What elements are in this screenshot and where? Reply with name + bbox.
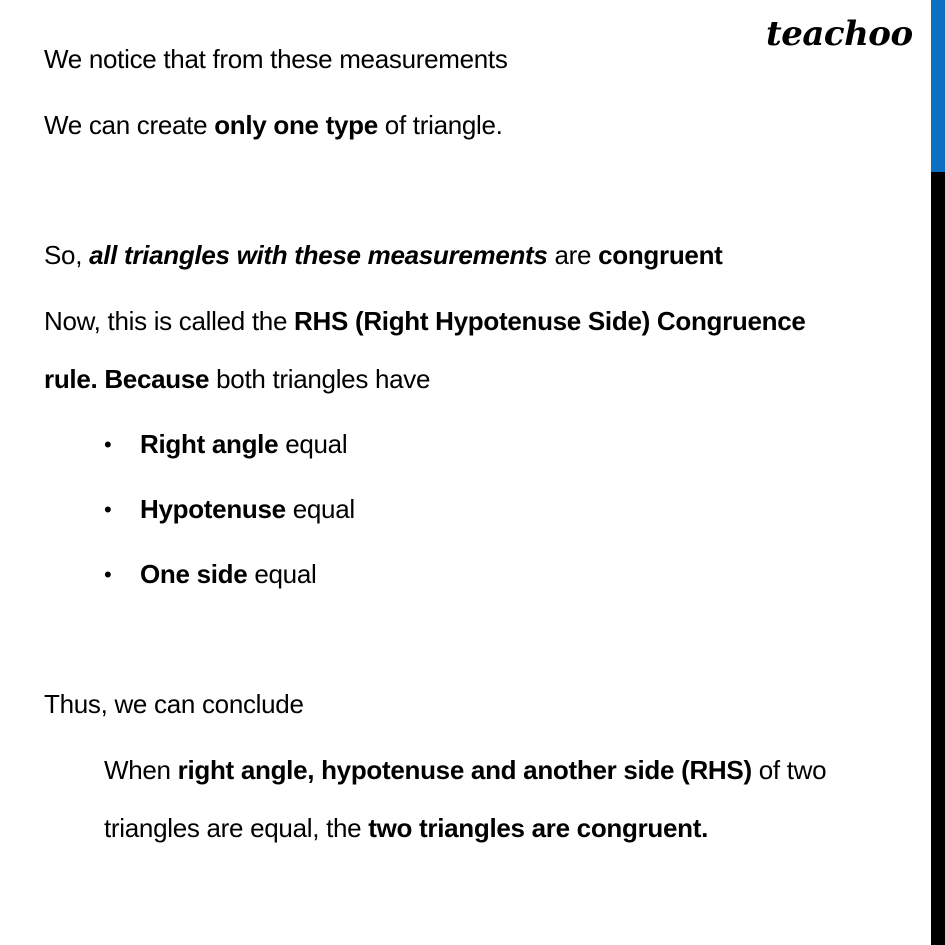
teachoo-logo: teachoo bbox=[766, 14, 913, 54]
text-line bbox=[44, 44, 508, 74]
text: are bbox=[547, 240, 599, 270]
text: When bbox=[104, 755, 178, 785]
text: Now, this is called the bbox=[44, 306, 295, 336]
text-line bbox=[44, 110, 503, 140]
scrollbar-track[interactable] bbox=[931, 172, 945, 945]
bold-text: One side bbox=[140, 559, 248, 589]
text-line bbox=[44, 364, 430, 394]
text: equal bbox=[285, 494, 355, 524]
text-line bbox=[44, 240, 723, 270]
bullet-icon: • bbox=[104, 497, 112, 522]
text-line bbox=[104, 813, 708, 843]
bold-italic-text: all triangles with these measurements bbox=[89, 240, 548, 270]
bold-text: Right angle bbox=[140, 429, 279, 459]
bold-text: right angle, hypotenuse and another side (RHS) bbox=[177, 755, 752, 785]
text: Thus, we can conclude bbox=[44, 689, 304, 719]
text: We can create bbox=[44, 110, 215, 140]
bold-text: Hypotenuse bbox=[140, 494, 286, 524]
bold-text: two triangles are congruent. bbox=[368, 813, 709, 843]
bold-text: congruent bbox=[598, 240, 723, 270]
text: of two bbox=[751, 755, 827, 785]
bullet-item bbox=[140, 494, 355, 524]
text-line bbox=[44, 306, 806, 336]
scrollbar-thumb[interactable] bbox=[931, 0, 945, 172]
bold-text: rule. Because bbox=[44, 364, 210, 394]
text: both triangles have bbox=[209, 364, 431, 394]
text: triangles are equal, the bbox=[104, 813, 369, 843]
bullet-item bbox=[140, 429, 347, 459]
bold-text: RHS (Right Hypotenuse Side) Congruence bbox=[294, 306, 806, 336]
bullet-item bbox=[140, 559, 316, 589]
text: We notice that from these measurements bbox=[44, 44, 508, 74]
bold-text: only one type bbox=[214, 110, 378, 140]
text: of triangle. bbox=[377, 110, 503, 140]
text-line bbox=[44, 689, 304, 719]
text: equal bbox=[247, 559, 317, 589]
text: So, bbox=[44, 240, 90, 270]
bullet-icon: • bbox=[104, 432, 112, 457]
text: equal bbox=[278, 429, 348, 459]
bullet-icon: • bbox=[104, 562, 112, 587]
text-line bbox=[104, 755, 826, 785]
